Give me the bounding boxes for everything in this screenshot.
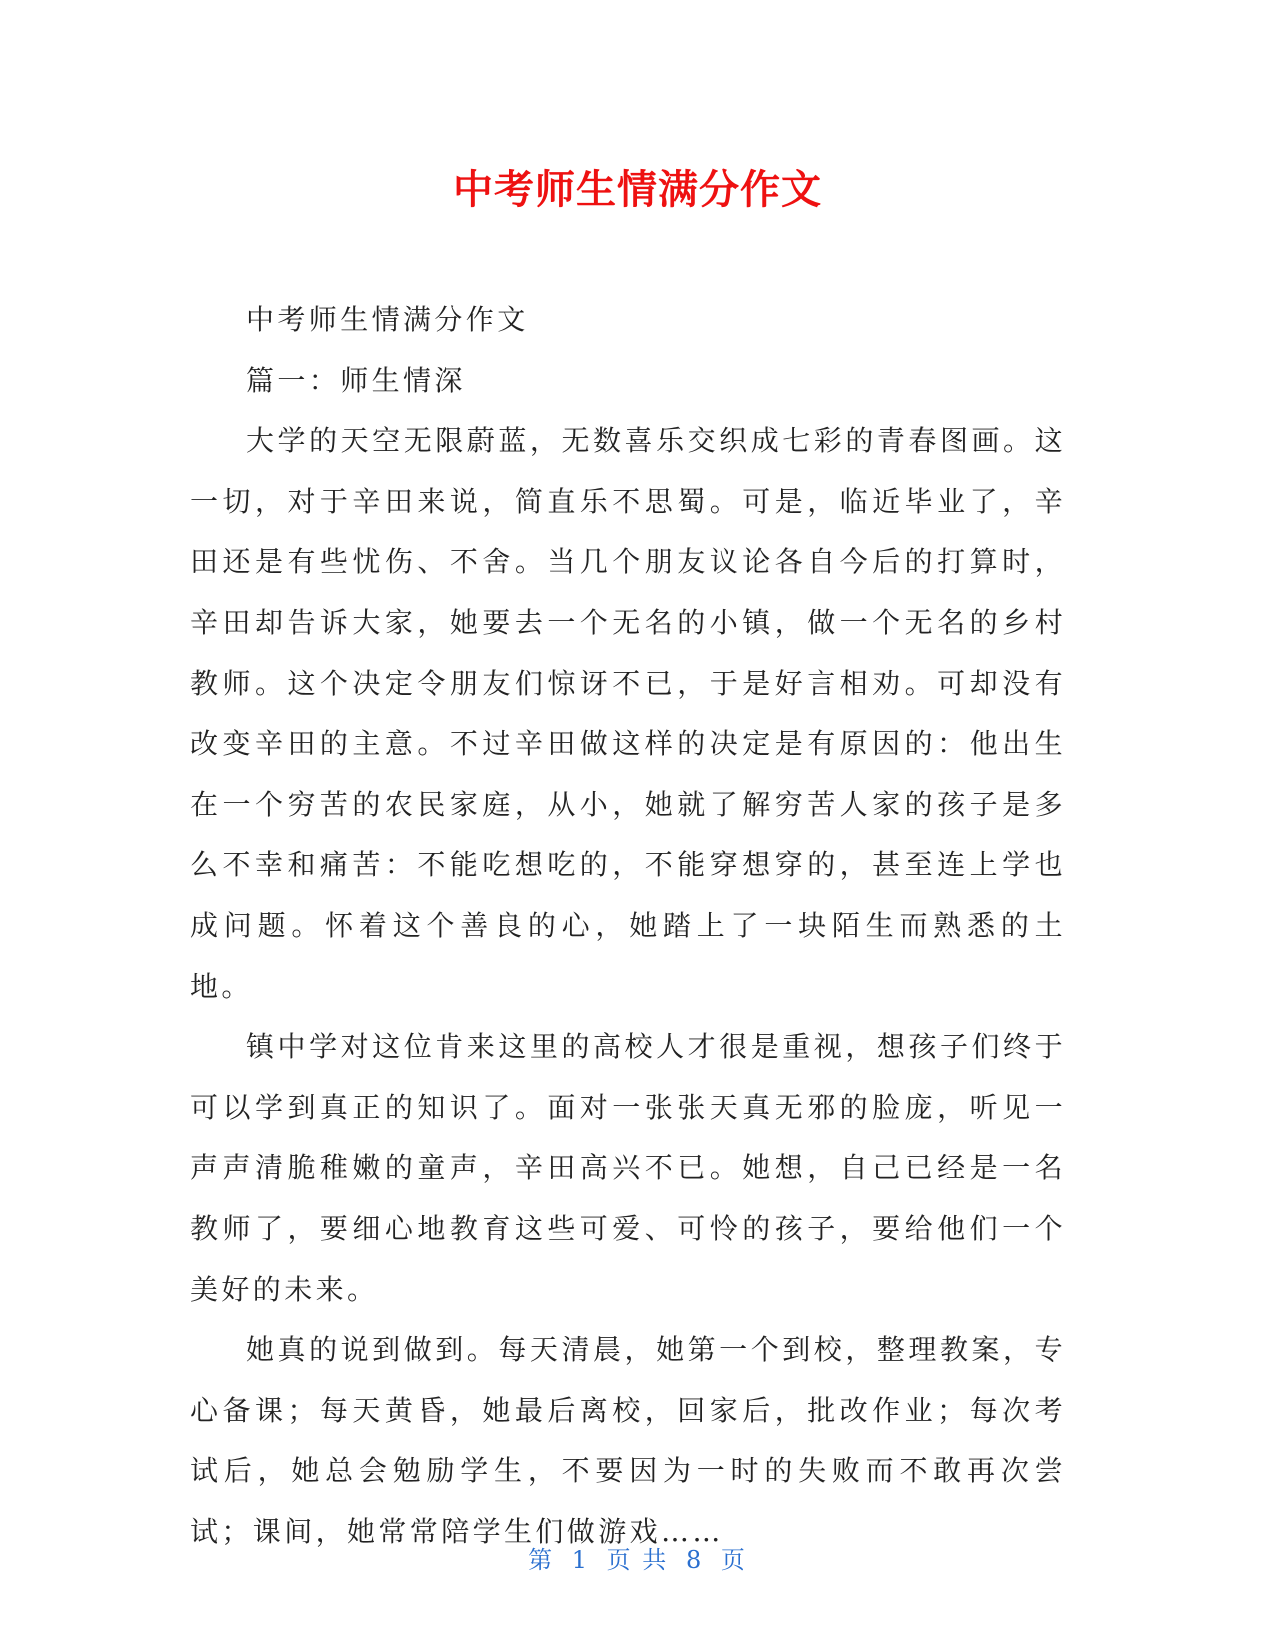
body-paragraph: 镇中学对这位肯来这里的高校人才很是重视，想孩子们终于可以学到真正的知识了。面对一张张天真无邪的脸庞，听见一声声清脆稚嫩的童声，辛田高兴不已。她想，自己已经是一名教师了，要细心地教育这些可爱、可怜的孩子，要给他们一个美好的未来。 <box>190 1030 1066 1306</box>
footer-total-pages: 8 <box>685 1546 704 1574</box>
section-heading: 篇一：师生情深 <box>246 363 466 397</box>
body-paragraph: 大学的天空无限蔚蓝，无数喜乐交织成七彩的青春图画。这一切，对于辛田来说，简直乐不思蜀。可是，临近毕业了，辛田还是有些忧伤、不舍。当几个朋友议论各自今后的打算时，辛田却告诉大家，她要去一个无名的小镇，做一个无名的乡村教师。这个决定令朋友们惊讶不已，于是好言相劝。可却没有改变辛田的主意。不过辛田做这样的决定是有原因的：他出生在一个穷苦的农民家庭，从小，她就了解穷苦人家的孩子是多么不幸和痛苦：不能吃想吃的，不能穿想穿的，甚至连上学也成问题。怀着这个善良的心，她踏上了一块陌生而熟悉的土地。 <box>190 424 1066 1003</box>
subtitle-paragraph: 中考师生情满分作文 <box>246 303 529 336</box>
footer-current-page: 1 <box>571 1546 590 1574</box>
footer-prefix: 第 <box>528 1546 555 1574</box>
document-title: 中考师生情满分作文 <box>453 167 822 213</box>
document-body <box>190 290 1066 1562</box>
footer-middle: 页 共 <box>606 1546 669 1574</box>
footer-suffix: 页 <box>720 1546 747 1574</box>
page-footer <box>0 1540 1275 1575</box>
body-paragraph: 她真的说到做到。每天清晨，她第一个到校，整理教案，专心备课；每天黄昏，她最后离校，回家后，批改作业；每次考试后，她总会勉励学生，不要因为一时的失败而不敢再次尝试；课间，她常常陪学生们做游戏…… <box>190 1333 1066 1548</box>
